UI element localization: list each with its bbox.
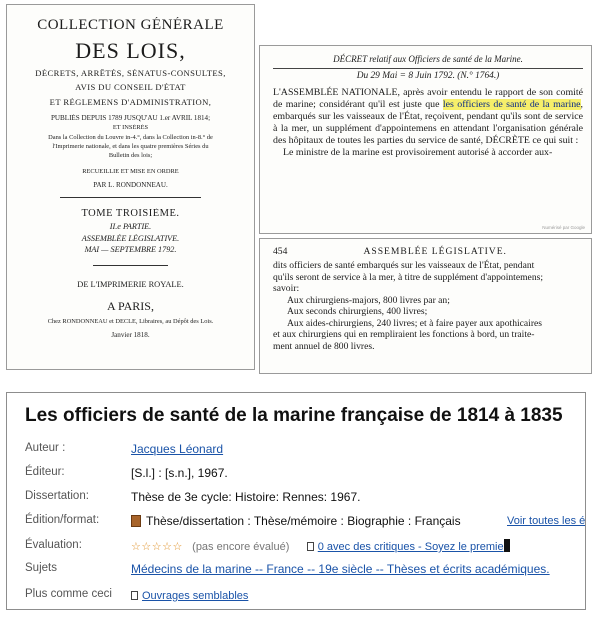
record-card [6, 392, 586, 610]
title-imprimerie: l'Imprimerie nationale, et dans les quatre premières Séries du [52, 143, 209, 151]
dissertation-row [25, 490, 585, 508]
title-author: PAR L. RONDONNEAU. [93, 181, 168, 190]
document-icon [307, 542, 314, 551]
title-imprimerie-royale: DE L'IMPRIMERIE ROYALE. [77, 279, 184, 289]
format-text: Thèse/dissertation : Thèse/mémoire : Biographie : Français [146, 514, 461, 528]
publisher-label: Éditeur: [25, 466, 65, 478]
title-louvre: Dans la Collection du Louvre in-4.°, dans la Collection in-8.° de [48, 133, 213, 141]
page-number: 454 [273, 246, 288, 257]
subjects-link[interactable]: Médecins de la marine -- France -- 19e siècle -- Thèses et écrits académiques. [131, 562, 550, 576]
divider [93, 265, 168, 266]
similar-works-link[interactable]: Ouvrages semblables [142, 590, 249, 602]
author-row [25, 442, 585, 460]
text-line: Aux aides-chirurgiens, 240 livres; et à faire payer aux apothicaires [287, 317, 543, 329]
book-icon [131, 515, 141, 527]
publisher-row [25, 466, 585, 484]
page-454-scan [259, 238, 592, 374]
text-line: savoir: [273, 283, 300, 294]
divider [273, 68, 583, 69]
dissertation-value: Thèse de 3e cycle: Histoire: Rennes: 1967. [131, 490, 361, 504]
text-line: Aux chirurgiens-majors, 800 livres par an; [287, 294, 450, 306]
page-header [273, 246, 583, 257]
title-recueillie: RECUEILLIE ET MISE EN ORDRE [82, 167, 179, 175]
author-link[interactable]: Jacques Léonard [131, 442, 224, 456]
divider [60, 197, 201, 198]
rating-status: (pas encore évalué) [192, 541, 290, 553]
text-cursor [504, 539, 510, 552]
text-line: qu'ils seront de service à la mer, à titre de supplément d'appointemens; [273, 271, 544, 283]
author-label: Auteur : [25, 442, 66, 454]
text-line: dits officiers de santé embarqués sur les vaisseaux de l'État, pendant [273, 260, 535, 271]
format-value [131, 514, 461, 528]
subjects-label: Sujets [25, 562, 57, 574]
page-454-body [273, 260, 583, 352]
decree-text: , embarqués sur les vaisseaux de l'État, reçoivent, pendant qu'ils sont de service à la mer, un supplément d'appointemens en attendant l'organisation générale des hôpitaux de toutes les parties du service de santé, DÉCRÈTE ce qui suit : [273, 98, 583, 147]
more-like-label: Plus comme ceci [25, 588, 112, 600]
dissertation-label: Dissertation: [25, 490, 89, 502]
title-assemblee: ASSEMBLÉE LÉGISLATIVE. [81, 233, 180, 243]
subjects-row [25, 562, 585, 580]
more-like-row [25, 588, 585, 606]
title-decrets: DÉCRETS, ARRÊTÉS, SÉNATUS-CONSULTES, [35, 68, 226, 78]
all-editions-link[interactable]: Voir toutes les é [507, 515, 586, 527]
title-page-scan [6, 4, 255, 370]
highlighted-match: les officiers de santé de la marine [442, 98, 581, 110]
decree-text: L'ASSEMBLÉE NATIONALE, après avoir entendu le rapport de son comité de marine; considérant qu'il est juste que [273, 86, 583, 110]
title-collection: COLLECTION GÉNÉRALE [37, 17, 224, 33]
title-published: PUBLIÉS DEPUIS 1789 JUSQU'AU 1.er AVRIL 1814; [50, 114, 211, 123]
rating-value [131, 539, 510, 553]
publisher-value: [S.l.] : [s.n.], 1967. [131, 466, 228, 480]
title-reglemens: ET RÈGLEMENS D'ADMINISTRATION, [49, 98, 212, 108]
rating-stars[interactable]: ☆☆☆☆☆ [131, 541, 183, 553]
title-avis: AVIS DU CONSEIL D'ÉTAT [75, 83, 186, 93]
decree-body [273, 87, 583, 159]
title-period: MAI — SEPTEMBRE 1792. [84, 245, 177, 255]
title-paris: A PARIS, [107, 300, 154, 314]
page-running-title: ASSEMBLÉE LÉGISLATIVE. [363, 246, 507, 257]
text-line: et aux chirurgiens qui en rempliraient les fonctions à bord, un traite- [273, 329, 535, 340]
rating-row [25, 539, 585, 557]
title-date: Janvier 1818. [111, 331, 150, 340]
format-row [25, 514, 585, 532]
decree-paragraph-2: Le ministre de la marine est provisoirement autorisé à accorder aux- [283, 147, 553, 159]
document-icon [131, 591, 138, 600]
scan-watermark: Numérisé par Google [542, 225, 585, 230]
title-inseres: ET INSÉRÉS [112, 124, 149, 132]
record-title: Les officiers de santé de la marine française de 1814 à 1835 [25, 405, 563, 426]
decree-date: Du 29 Mai = 8 Juin 1792. (N.° 1764.) [356, 70, 500, 81]
reviews-link[interactable]: 0 avec des critiques - Soyez le premie [317, 541, 504, 553]
title-publisher: Chez RONDONNEAU et DECLE, Libraires, au Dépôt des Lois. [47, 318, 214, 326]
reviews-group [307, 539, 510, 553]
rating-label: Évaluation: [25, 539, 82, 551]
text-line: Aux seconds chirurgiens, 400 livres; [287, 306, 428, 317]
format-label: Édition/format: [25, 514, 100, 526]
text-line: ment annuel de 800 livres. [273, 340, 375, 352]
title-des-lois: DES LOIS, [75, 38, 186, 64]
decree-heading: DÉCRET relatif aux Officiers de santé de la Marine. [333, 54, 523, 64]
similar-group [131, 588, 248, 602]
title-partie: II.e PARTIE. [109, 222, 152, 232]
title-tome: TOME TROISIÈME. [81, 208, 180, 220]
decree-page-scan [259, 45, 592, 234]
title-bulletin: Bulletin des lois; [108, 152, 153, 160]
decree-paragraph-1 [273, 87, 583, 147]
